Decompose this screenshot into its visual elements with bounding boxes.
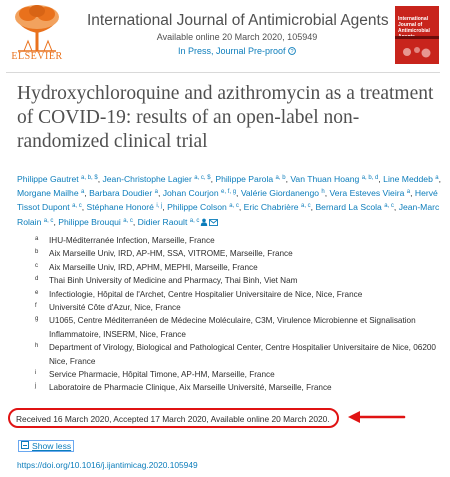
svg-text:?: ? [290, 49, 294, 55]
author-link[interactable]: Valérie Giordanengo $^h$ [240, 188, 325, 199]
show-less-toggle[interactable] [18, 440, 74, 452]
availability-line: Available online 20 March 2020, 105949 [156, 32, 318, 42]
journal-cover-thumbnail[interactable] [395, 6, 439, 64]
cover-pattern [401, 44, 433, 60]
help-circle-icon[interactable] [288, 47, 296, 55]
header-divider [6, 72, 440, 73]
publisher-wordmark: ELSEVIER [11, 51, 63, 62]
author-link[interactable]: Hervé Tissot Dupont $^{a, c}$ [17, 188, 438, 213]
affiliation-item: i Service Pharmacie, Hôpital Timone, AP-HM, Marseille, France [35, 370, 275, 380]
affiliation-item: a IHU-Méditerranée Infection, Marseille, France [35, 236, 215, 245]
author-link[interactable]: Line Meddeb $^a$ [383, 174, 439, 184]
author-link[interactable]: Van Thuan Hoang $^{a, b, d}$ [290, 174, 379, 184]
mail-icon[interactable] [209, 219, 218, 226]
affiliation-item: f Université Côte d'Azur, Nice, France [35, 303, 181, 313]
person-icon[interactable] [200, 218, 208, 226]
affiliation-item: b Aix Marseille Univ, IRD, AP-HM, SSA, VITROME, Marseille, France [35, 249, 293, 259]
author-link[interactable]: Stéphane Honoré $^{i, j}$ [86, 202, 163, 213]
author-link[interactable]: Bernard La Scola $^{a, c}$ [315, 202, 394, 213]
author-link[interactable]: Morgane Mailhe $^a$ [17, 188, 85, 199]
author-link[interactable]: Eric Chabrière $^{a, c}$ [243, 202, 311, 213]
affiliation-item: c Aix Marseille Univ, IRD, APHM, MEPHI, Marseille, France [35, 262, 258, 272]
in-press-text: In Press, Journal Pre-proof [177, 46, 286, 56]
arrow-left-icon [346, 410, 406, 424]
show-less-label: Show less [32, 441, 72, 451]
doi-link[interactable]: https://doi.org/10.1016/j.ijantimicag.2020.105949 [17, 460, 198, 470]
affiliation-item: h Department of Virology, Biological and Pathological Center, Centre Hospitalier Universitaire de Nice, 06200 Nice, France [35, 343, 436, 366]
author-link[interactable]: Jean-Christophe Lagier $^{a, c, \$}$ [102, 174, 211, 184]
author-link[interactable]: Vera Esteves Vieira $^a$ [329, 188, 411, 199]
affiliation-list [27, 234, 437, 395]
author-link[interactable]: Philippe Brouqui $^{a, c}$ [58, 216, 133, 227]
cover-band [395, 36, 439, 39]
author-link[interactable]: Didier Raoult $^{a, c}$ [137, 216, 200, 227]
in-press-label[interactable] [87, 46, 387, 56]
collapse-icon [21, 441, 29, 449]
author-link[interactable]: Barbara Doudier $^a$ [89, 188, 158, 199]
cover-title: International Journal of Antimicrobial [398, 16, 430, 34]
journal-title-link[interactable]: International Journal of Antimicrobial Agents [87, 12, 389, 29]
affiliation-item: g U1065, Centre Méditerranéen de Médecine Moléculaire, C3M, Virulence Microbienne et Signalisation Inflammatoire, INSERM, Nice, France [35, 316, 416, 339]
affiliation-item: d Thai Binh University of Medicine and Pharmacy, Thai Binh, Viet Nam [35, 276, 298, 286]
author-link[interactable]: Jean-Marc Rolain $^{a, c}$ [17, 202, 440, 227]
article-history-dates: Received 16 March 2020, Accepted 17 March 2020, Available online 20 March 2020. [16, 414, 330, 424]
author-link[interactable]: Philippe Parola $^{a, b}$ [215, 174, 286, 184]
author-link[interactable]: Johan Courjon $^{e, f, g}$ [162, 188, 237, 199]
article-title: Hydroxychloroquine and azithromycin as a treatment of COVID-19: results of an open-label non-randomized clinical trial [17, 83, 434, 152]
author-link[interactable]: Philippe Colson $^{a, c}$ [167, 202, 239, 213]
affiliation-item: e Infectiologie, Hôpital de l'Archet, Centre Hospitalier Universitaire de Nice, Nice, France [35, 289, 363, 299]
affiliation-item: j Laboratoire de Pharmacie Clinique, Aix Marseille Université, Marseille, France [35, 383, 332, 393]
author-list: Philippe Gautret $^{a, b, \$}$, Jean-Christophe Lagier $^{a, c, \$}$, Philippe Parola $^{a, b}$, Van Thuan Hoang $^{a, b, d}$, Line Meddeb $^a$, Morgane Mailhe $^a$, Barbara Doudier $^a$, Johan Courjon $^{e, f, g}$, Valérie Giordanengo $^h$, Vera Esteves Vieira $^a$, Hervé Tissot Dupont $^{a, c}$, Stéphane Honoré $^{i, j}$, Philippe Colson $^{a, c}$, Eric Chabrière $^{a, c}$, Bernard La Scola $^{a, c}$, Jean-Marc Rolain $^{a, c}$, Philippe Brouqui $^{a, c}$, Didier Raoult $^{a, c}$ [17, 174, 441, 227]
author-link[interactable]: Philippe Gautret $^{a, b, \$}$ [17, 174, 98, 184]
